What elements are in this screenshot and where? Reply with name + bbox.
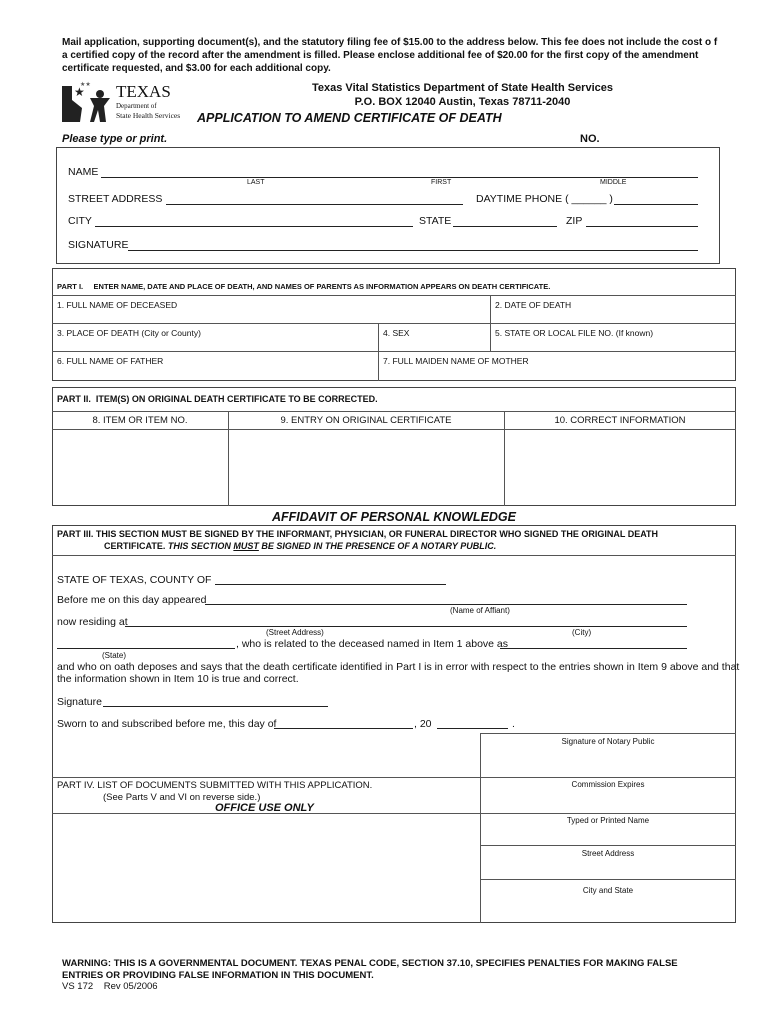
part3-text: THIS SECTION (167, 541, 234, 551)
city-label: CITY (68, 215, 92, 227)
correct-info-input[interactable] (505, 430, 735, 505)
svg-text:★★: ★★ (80, 82, 91, 88)
affidavit-title: AFFIDAVIT OF PERSONAL KNOWLEDGE (272, 510, 516, 524)
affiant-caption: (Name of Affiant) (450, 606, 510, 615)
part3-header-2 (104, 541, 496, 551)
logo-text: TEXAS (116, 82, 171, 101)
part3-header-1: PART III. THIS SECTION MUST BE SIGNED BY THE INFORMANT, PHYSICIAN, OR FUNERAL DIRECTOR WHO SIGNED THE ORIGINAL DEATH (57, 529, 659, 539)
intro-line-2: a certified copy of the record after the amendment is filled. Please enclose additional fee of $20.00 for the first copy of the amendment (62, 50, 699, 61)
zip-field[interactable] (586, 226, 698, 227)
middle-label: MIDDLE (600, 179, 627, 186)
page-title: APPLICATION TO AMEND CERTIFICATE OF DEATH (197, 111, 502, 125)
county-label: STATE OF TEXAS, COUNTY OF (57, 574, 212, 586)
street-label: STREET ADDRESS (68, 193, 163, 205)
sworn-day-field[interactable] (274, 728, 413, 729)
notary-city-state-field[interactable]: City and State (582, 886, 634, 895)
original-entry-input[interactable] (229, 430, 504, 505)
commission-expires-field[interactable]: Commission Expires (571, 780, 645, 789)
name-field[interactable] (101, 177, 698, 178)
residing-field[interactable] (125, 626, 687, 627)
logo-sub2: State Health Services (116, 111, 181, 120)
period: . (512, 718, 515, 730)
part3-must: MUST (233, 541, 259, 551)
part3-text: CERTIFICATE. (104, 541, 168, 551)
street-field[interactable] (166, 204, 463, 205)
texas-logo-icon (60, 78, 116, 124)
affiant-signature-label: Signature (57, 696, 102, 708)
logo-sub1: Department of (116, 102, 157, 110)
street-caption: (Street Address) (266, 628, 324, 637)
appeared-label: Before me on this day appeared (57, 594, 207, 606)
notary-street-field[interactable]: Street Address (581, 849, 635, 858)
signature-field[interactable] (128, 250, 698, 251)
number-label: NO. (580, 133, 600, 145)
part4-note: (See Parts V and VI on reverse side.) (103, 792, 261, 803)
part2-header: PART II. ITEM(S) ON ORIGINAL DEATH CERTIFICATE TO BE CORRECTED. (57, 394, 378, 404)
affiant-state-field[interactable] (57, 648, 235, 649)
year-prefix: , 20 (414, 718, 432, 730)
svg-text:★: ★ (74, 85, 85, 99)
file-number-field[interactable]: 5. STATE OR LOCAL FILE NO. (If known) (495, 328, 654, 338)
correct-info-header: 10. CORRECT INFORMATION (554, 415, 686, 426)
part1-header: PART I. ENTER NAME, DATE AND PLACE OF DEATH, AND NAMES OF PARENTS AS INFORMATION APPEARS ON DEATH CERTIFICATE. (57, 282, 551, 291)
oath-line-2: the information shown in Item 10 is true and correct. (57, 673, 299, 685)
father-name-field[interactable]: 6. FULL NAME OF FATHER (57, 356, 164, 366)
part3-text: BE SIGNED IN THE PRESENCE OF A NOTARY PUBLIC. (258, 541, 497, 551)
phone-field[interactable] (614, 204, 698, 205)
name-label: NAME (68, 166, 99, 178)
mother-maiden-name-field[interactable]: 7. FULL MAIDEN NAME OF MOTHER (383, 356, 529, 366)
phone-label: DAYTIME PHONE ( ______ ) (476, 193, 613, 205)
residing-label: now residing at (57, 616, 128, 628)
warning-line-2: ENTRIES OR PROVIDING FALSE INFORMATION IN THIS DOCUMENT. (62, 970, 374, 981)
sex-field[interactable]: 4. SEX (383, 328, 410, 338)
state-field[interactable] (453, 226, 557, 227)
deceased-name-field[interactable]: 1. FULL NAME OF DECEASED (57, 300, 178, 310)
agency-address: P.O. BOX 12040 Austin, Texas 78711-2040 (354, 96, 571, 108)
oath-line-1: and who on oath deposes and says that the death certificate identified in Part I is in error with respect to the entries shown in Item 9 above and that (57, 661, 740, 673)
item-number-input[interactable] (53, 430, 228, 505)
notary-name-field[interactable]: Typed or Printed Name (566, 816, 650, 825)
state-caption: (State) (102, 651, 127, 660)
signature-label: SIGNATURE (68, 239, 129, 251)
date-of-death-field[interactable]: 2. DATE OF DEATH (495, 300, 572, 310)
county-field[interactable] (215, 584, 446, 585)
agency-name: Texas Vital Statistics Department of State Health Services (312, 82, 613, 94)
city-field[interactable] (95, 226, 413, 227)
sworn-label: Sworn to and subscribed before me, this day of (57, 718, 277, 730)
relationship-field[interactable] (500, 648, 687, 649)
applicant-box (56, 147, 720, 264)
documents-list-input[interactable] (53, 814, 479, 922)
instructions: Please type or print. (62, 133, 168, 145)
affiant-signature-field[interactable] (103, 706, 328, 707)
original-entry-header: 9. ENTRY ON ORIGINAL CERTIFICATE (280, 415, 452, 426)
affiant-name-field[interactable] (205, 604, 687, 605)
item-number-header: 8. ITEM OR ITEM NO. (92, 415, 188, 426)
city-caption: (City) (572, 628, 592, 637)
notary-signature-field[interactable]: Signature of Notary Public (561, 737, 655, 746)
state-label: STATE (419, 215, 452, 227)
intro-line-1: Mail application, supporting document(s), and the statutory filing fee of $15.00 to the address below. This fee does not include the cost o f (62, 37, 718, 48)
zip-label: ZIP (566, 215, 583, 227)
office-use-label: OFFICE USE ONLY (215, 802, 314, 814)
form-number: VS 172 Rev 05/2006 (62, 981, 158, 992)
first-label: FIRST (431, 179, 452, 186)
sworn-year-field[interactable] (437, 728, 508, 729)
related-label: , who is related to the deceased named in Item 1 above as (236, 638, 509, 650)
dshs-logo (60, 78, 192, 124)
last-label: LAST (247, 179, 265, 186)
part4-header: PART IV. LIST OF DOCUMENTS SUBMITTED WITH THIS APPLICATION. (57, 780, 373, 791)
warning-line-1: WARNING: THIS IS A GOVERNMENTAL DOCUMENT. TEXAS PENAL CODE, SECTION 37.10, SPECIFIES PENALTIES FOR MAKING FALSE (62, 958, 678, 969)
place-of-death-field[interactable]: 3. PLACE OF DEATH (City or County) (57, 328, 201, 338)
intro-line-3: certificate requested, and $3.00 for each additional copy. (62, 63, 331, 74)
